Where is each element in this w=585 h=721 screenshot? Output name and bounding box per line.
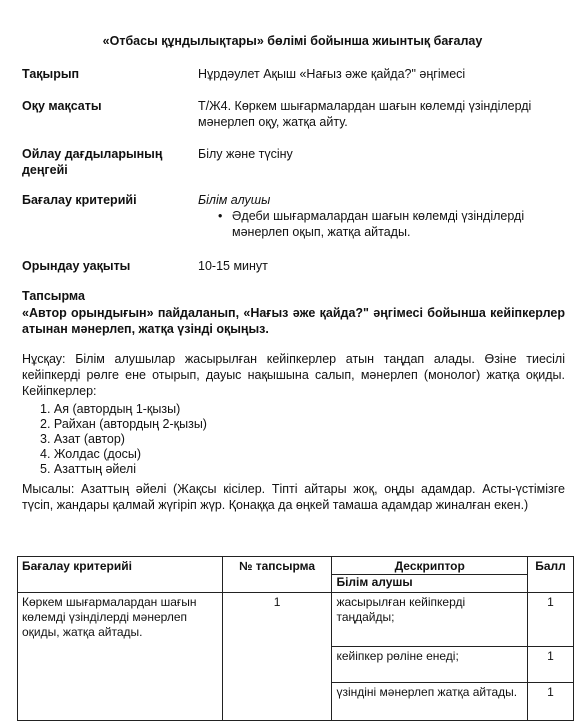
- task-no-cell: 1: [222, 593, 332, 721]
- header-descriptor: [332, 557, 528, 593]
- score-cell: 1: [528, 647, 574, 683]
- time-label: Орындау уақыты: [22, 259, 131, 273]
- task-instruction: «Автор орындығын» пайдаланып, «Нағыз әже қайда?" әңгімесі бойынша кейіпкерлер атынан мәнерлеп, жатқа үзінді оқыңыз.: [22, 306, 565, 336]
- task-guide: Нұсқау: Білім алушылар жасырылған кейіпкерлер атын таңдап алады. Өзіне тиесілі кейіпкерді рөлге ене отырып, дауыс нақышына салып, мәнерлеп (монолог) жатқа оқиды. Кейіпкерлер:: [22, 352, 565, 398]
- list-item: 1. Ая (автордың 1-қызы): [40, 402, 181, 416]
- topic-value: Нұрдәулет Ақыш «Нағыз әже қайда?" әңгімесі: [198, 67, 466, 81]
- criteria-label: Бағалау критерийі: [22, 193, 137, 207]
- header-score: Балл: [528, 557, 574, 593]
- score-cell: 1: [528, 683, 574, 721]
- descriptor-cell: кейіпкер рөліне енеді;: [332, 647, 528, 683]
- task-example: Мысалы: Азаттың әйелі (Жақсы кісілер. Тіпті айтары жоқ, оңды адамдар. Асты-үстімізге түсіп, жандары қалмай жүгіріп жүр. Қонаққа да өңкей тамаша адамдар жиналған екен.): [22, 482, 565, 512]
- descriptor-cell: жасырылған кейіпкерді таңдайды;: [332, 593, 528, 647]
- criteria-intro: Білім алушы: [198, 193, 271, 207]
- objective-label: Оқу мақсаты: [22, 99, 102, 113]
- list-item: 5. Азаттың әйелі: [40, 462, 136, 476]
- page-title: «Отбасы құндылықтары» бөлімі бойынша жиынтық бағалау: [102, 34, 483, 48]
- list-item: 2. Райхан (автордың 2-қызы): [40, 417, 207, 431]
- thinking-value: Білу және түсіну: [198, 147, 293, 161]
- header-criterion: Бағалау критерийі: [18, 557, 223, 593]
- thinking-label-line2: деңгейі: [22, 163, 68, 177]
- bullet-icon: •: [218, 209, 223, 223]
- header-task-no: № тапсырма: [222, 557, 332, 593]
- table-row: [18, 593, 574, 647]
- thinking-label: [22, 146, 192, 178]
- task-heading: Тапсырма: [22, 289, 85, 303]
- header-descriptor-sub: Білім алушы: [336, 575, 413, 589]
- score-cell: 1: [528, 593, 574, 647]
- character-list: [40, 402, 207, 477]
- descriptor-cell: үзіндіні мәнерлеп жатқа айтады.: [332, 683, 528, 721]
- objective-value: Т/Ж4. Көркем шығармалардан шағын көлемді үзінділерді мәнерлеп оқу, жатқа айту.: [198, 99, 532, 129]
- criteria-bullet-text: Әдеби шығармалардан шағын көлемді үзінділерді мәнерлеп оқып, жатқа айтады.: [232, 209, 525, 239]
- topic-label: Тақырып: [22, 67, 80, 81]
- thinking-label-line1: Ойлау дағдыларының: [22, 147, 163, 161]
- header-descriptor-title: Дескриптор: [332, 559, 527, 575]
- criterion-cell: Көркем шығармалардан шағын көлемді үзінділерді мәнерлеп оқиды, жатқа айтады.: [18, 593, 223, 721]
- time-value: 10-15 минут: [198, 259, 268, 273]
- list-item: 4. Жолдас (досы): [40, 447, 142, 461]
- table-header-row: [18, 557, 574, 593]
- criteria-table: [17, 556, 574, 721]
- list-item: 3. Азат (автор): [40, 432, 125, 446]
